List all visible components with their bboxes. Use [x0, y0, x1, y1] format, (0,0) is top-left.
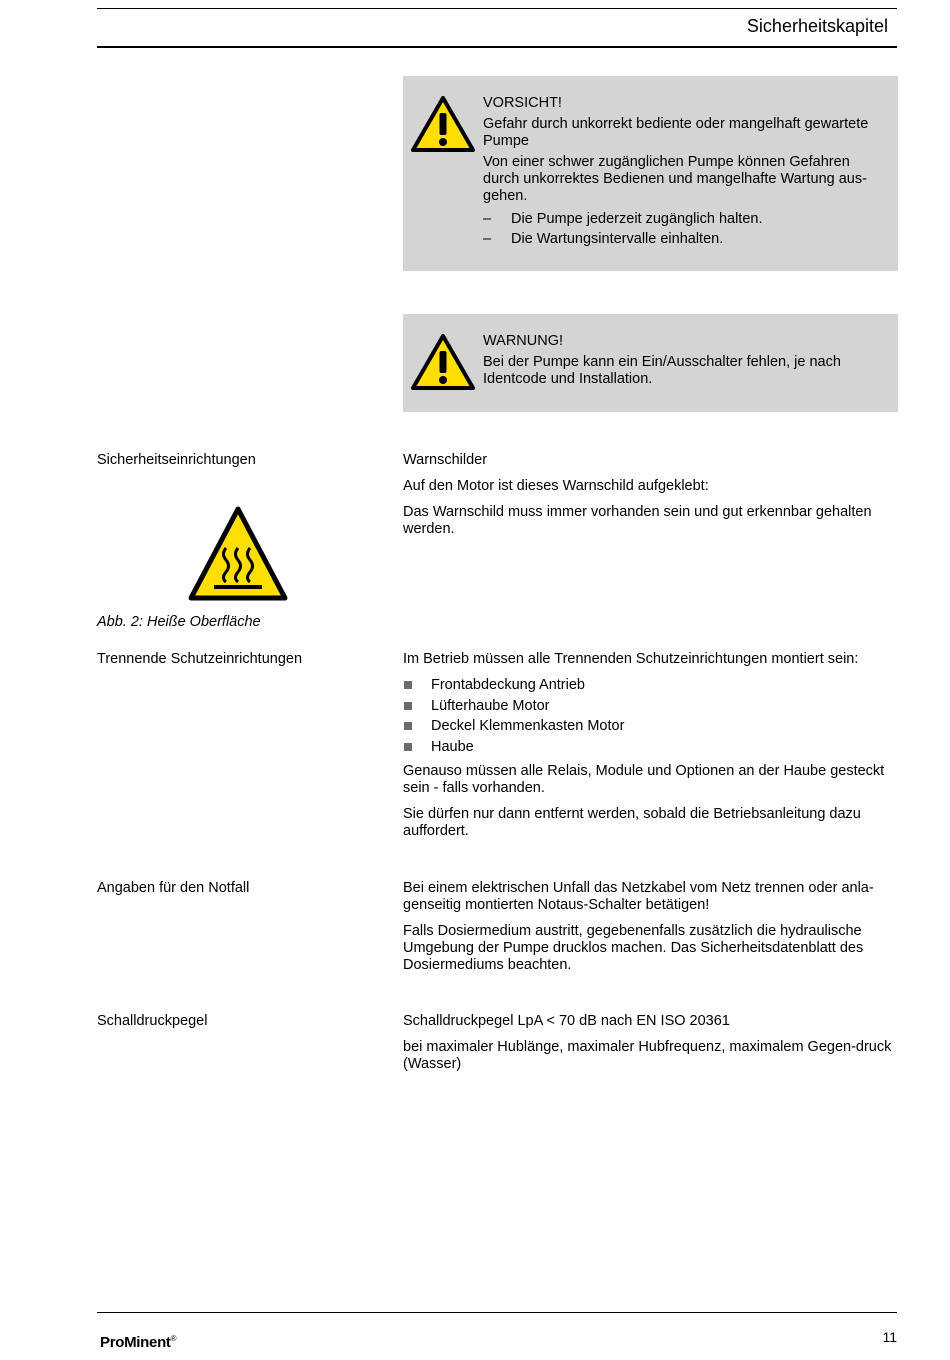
warning-triangle-icon	[411, 96, 475, 152]
warning-signs-note: Das Warnschild muss immer vorhanden sein und gut erkennbar gehalten werden.	[403, 504, 872, 537]
guards-body	[403, 651, 893, 840]
list-item-text: Lüfterhaube Motor	[431, 697, 550, 714]
warning-signs-text: Auf den Motor ist dieses Warnschild aufgeklebt:	[403, 478, 709, 494]
section-label-sound: Schalldruckpegel	[97, 1013, 208, 1029]
sound-body	[403, 1013, 893, 1073]
caution-text: Von einer schwer zugänglichen Pumpe können Gefahren durch unkorrektes Bedienen und mangelhafte Wartung aus-gehen.	[483, 154, 867, 204]
page-number: 11	[882, 1329, 897, 1345]
section-label-guards: Trennende Schutzeinrichtungen	[97, 651, 303, 667]
emergency-electrical-text: Bei einem elektrischen Unfall das Netzkabel vom Netz trennen oder anla-genseitig montierten Notaus-Schalter betätigen!	[403, 880, 874, 913]
list-item-text: Frontabdeckung Antrieb	[431, 677, 585, 693]
caution-heading: Gefahr durch unkorrekt bediente oder mangelhaft gewartete Pumpe	[483, 116, 869, 149]
caution-signal-word: VORSICHT!	[483, 95, 562, 111]
caution-action-text: Die Wartungsintervalle einhalten.	[511, 231, 724, 247]
footer-rule	[97, 1312, 897, 1313]
header-top-rule	[97, 8, 897, 9]
hot-surface-warning-icon	[188, 506, 288, 602]
list-item	[403, 698, 893, 719]
caution-notice	[403, 76, 898, 271]
logo-registered-mark: ®	[170, 1334, 177, 1343]
section-label-safety-devices: Sicherheitseinrichtungen	[97, 452, 256, 468]
section-label-emergency: Angaben für den Notfall	[97, 880, 250, 896]
warning-signs-heading: Warnschilder	[403, 452, 488, 468]
dash-bullet: –	[483, 231, 492, 247]
prominent-logo	[100, 1330, 176, 1351]
guards-list	[403, 677, 893, 759]
square-bullet-icon	[404, 702, 412, 710]
list-item	[403, 677, 893, 698]
sound-level-text: Schalldruckpegel LpA < 70 dB nach EN ISO 20361	[403, 1013, 730, 1029]
figure-caption: Abb. 2: Heiße Oberfläche	[97, 614, 261, 630]
warning-notice	[403, 314, 898, 412]
list-item-text: Deckel Klemmenkasten Motor	[431, 718, 625, 734]
caution-action-item	[483, 211, 884, 228]
square-bullet-icon	[404, 743, 412, 751]
list-item	[403, 718, 893, 739]
list-item	[403, 739, 893, 760]
caution-action-text: Die Pumpe jederzeit zugänglich halten.	[511, 211, 763, 227]
guards-modules-text: Genauso müssen alle Relais, Module und Optionen an der Haube gesteckt sein - falls vorhanden.	[403, 763, 885, 796]
warning-signal-word: WARNUNG!	[483, 333, 564, 349]
sound-conditions-text: bei maximaler Hublänge, maximaler Hubfrequenz, maximalem Gegen-druck (Wasser)	[403, 1039, 892, 1072]
dash-bullet: –	[483, 211, 492, 227]
list-item-text: Haube	[431, 738, 474, 755]
logo-text: ProMinent	[100, 1334, 171, 1351]
safety-devices-body	[403, 452, 893, 538]
header-bottom-rule	[97, 46, 897, 48]
guards-removal-text: Sie dürfen nur dann entfernt werden, sobald die Betriebsanleitung dazu auffordert.	[403, 806, 861, 839]
square-bullet-icon	[404, 722, 412, 730]
square-bullet-icon	[404, 681, 412, 689]
page-header-title: Sicherheitskapitel	[746, 16, 888, 36]
emergency-medium-text: Falls Dosiermedium austritt, gegebenenfalls zusätzlich die hydraulische Umgebung der Pumpe drucklos machen. Das Sicherheitsdatenblatt des Dosiermediums beachten.	[403, 923, 864, 973]
caution-action-item	[483, 231, 884, 248]
emergency-body	[403, 880, 893, 974]
guards-intro: Im Betrieb müssen alle Trennenden Schutzeinrichtungen montiert sein:	[403, 651, 859, 667]
warning-text: Bei der Pumpe kann ein Ein/Ausschalter fehlen, je nach Identcode und Installation.	[483, 354, 841, 387]
warning-triangle-icon	[411, 334, 475, 390]
